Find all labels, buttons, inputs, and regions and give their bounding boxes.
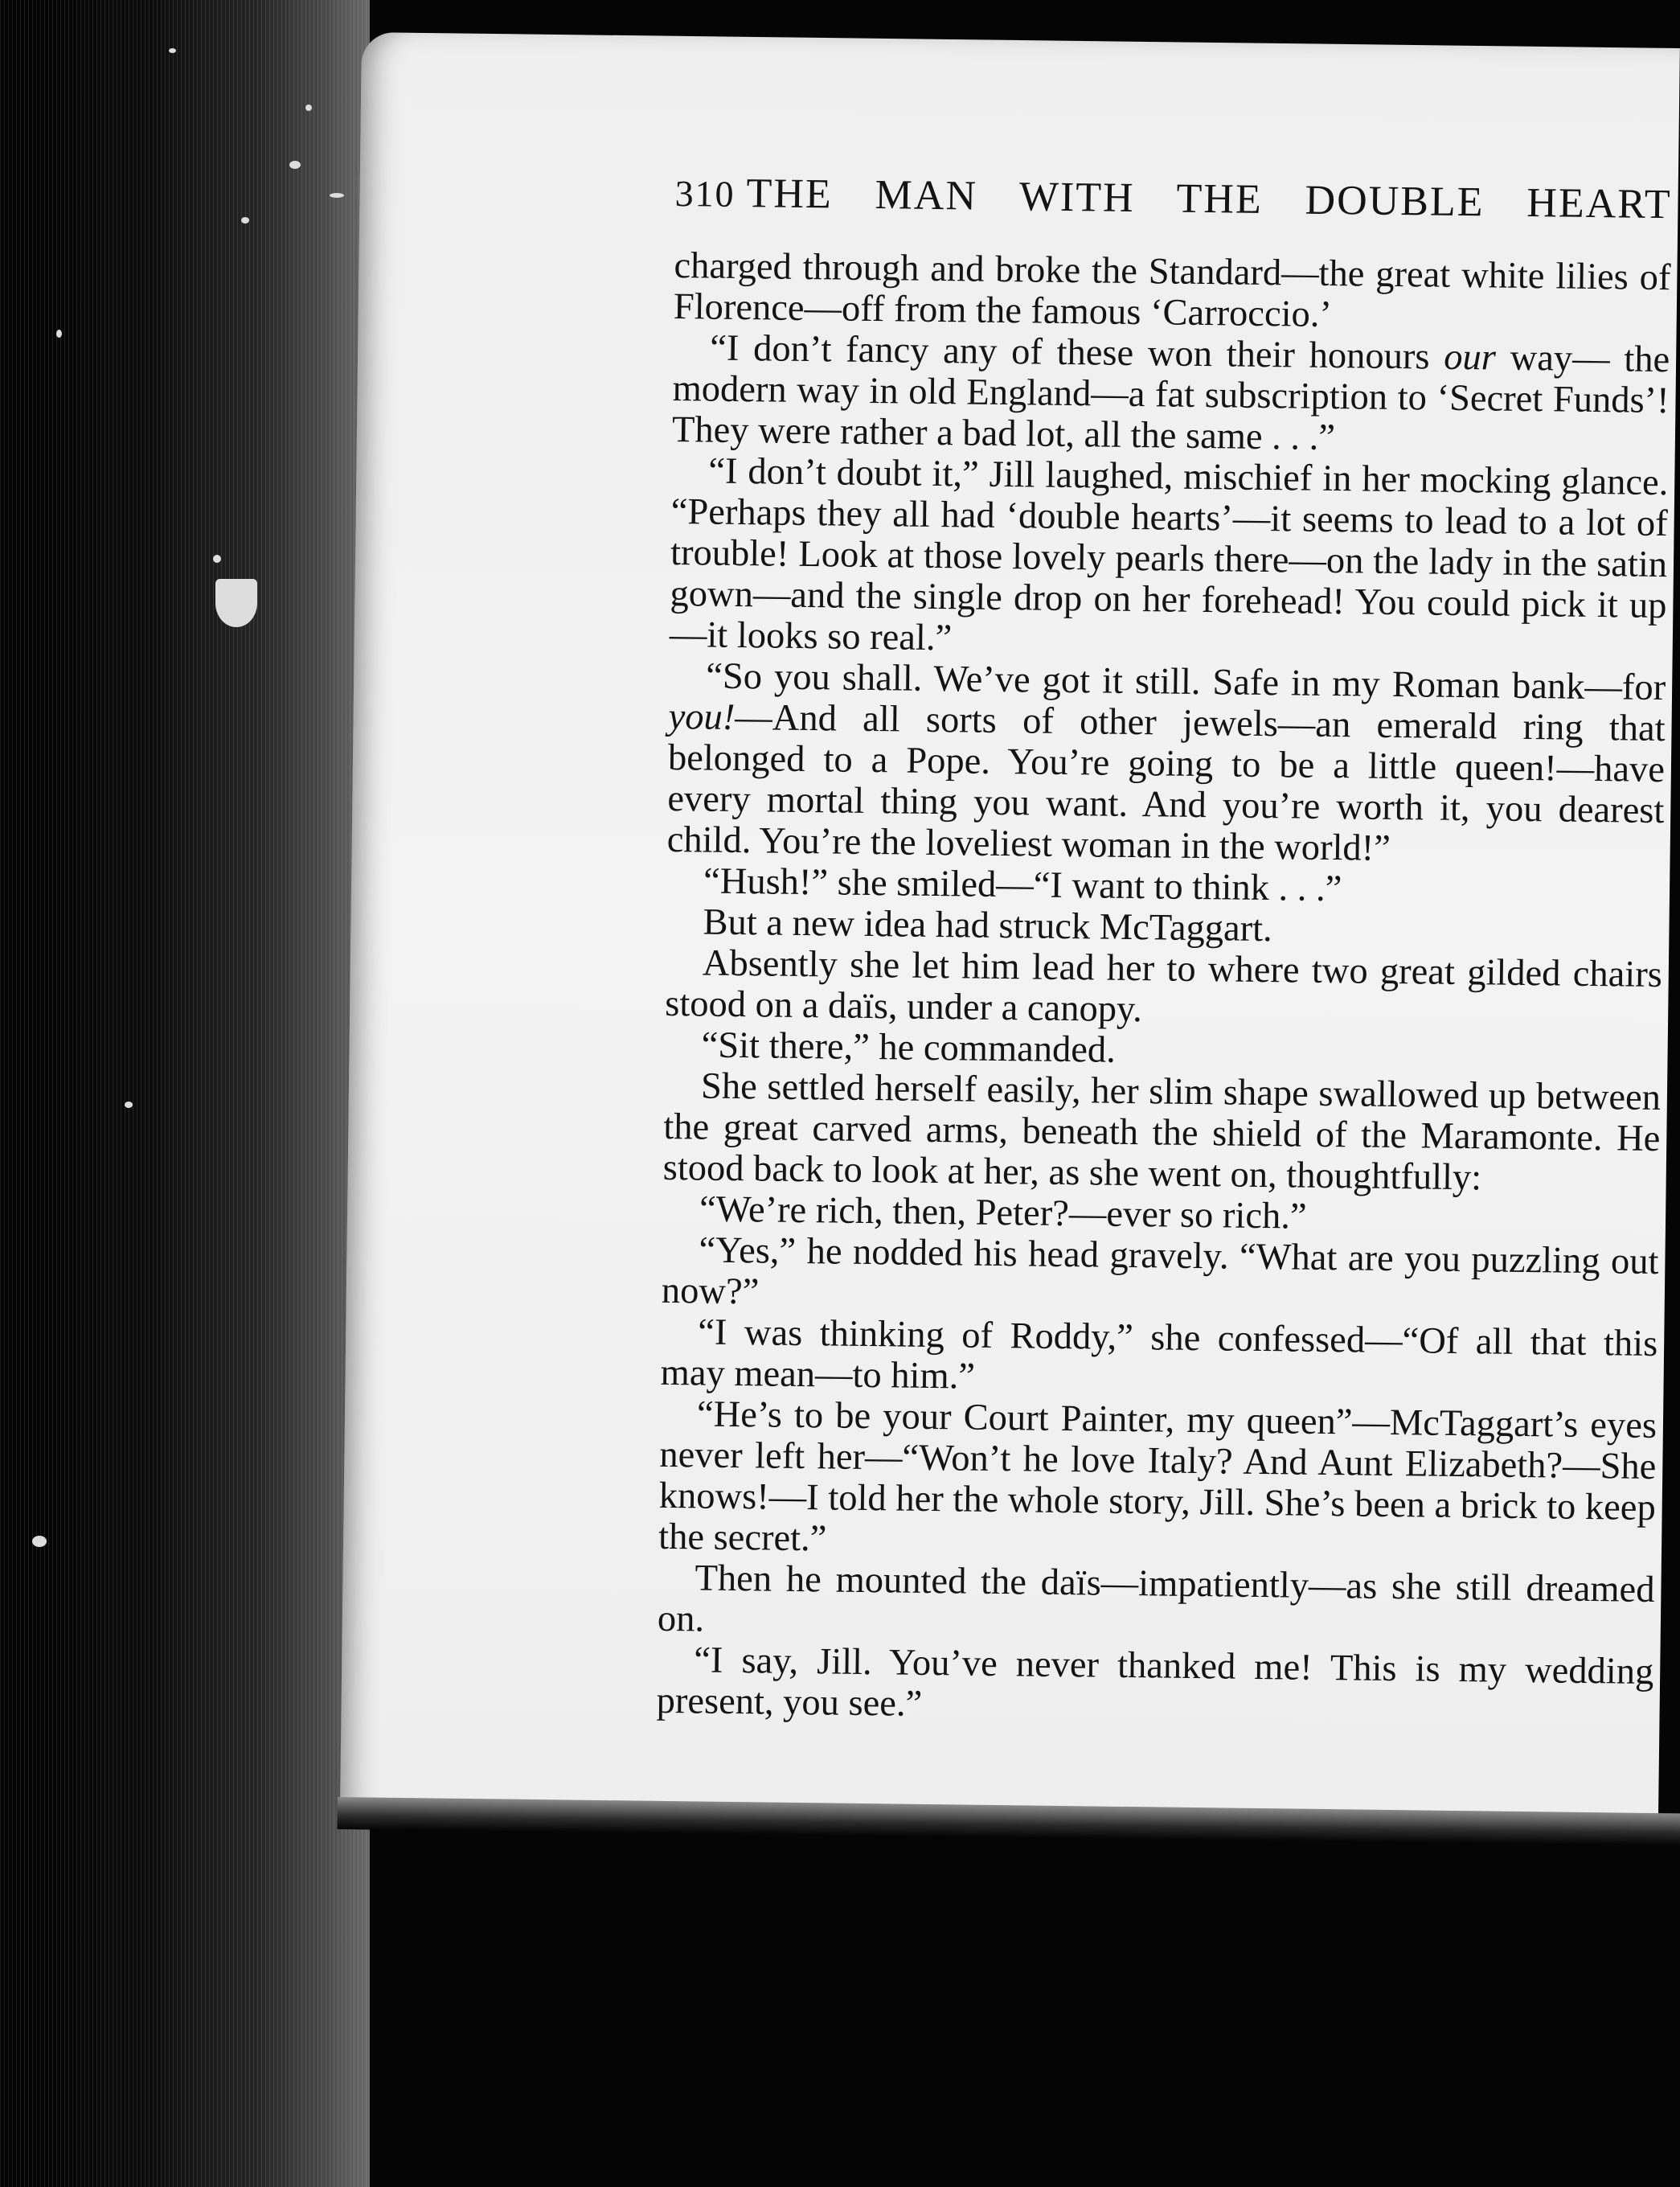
paragraph: “Yes,” he nodded his head gravely. “What are you puzzling out now?”: [661, 1229, 1659, 1313]
paragraph: “Hush!” she smiled—“I want to think . . .”: [703, 860, 1342, 910]
dust-speck: [169, 48, 176, 53]
paragraph: “So you shall. We’ve got it still. Safe in my Roman bank—for you!—And all sorts of other jewels—an emerald ring that belonged to a Pope. You’re going to be a little queen!—have every mortal thing you want. And you’re worth it, you dearest child. You’re the loveliest woman in the world!”: [666, 655, 1666, 869]
paragraph: charged through and broke the Standard—the great white lilies of Florence—off from the famous ‘Carroccio.’: [673, 244, 1671, 335]
dust-speck: [56, 330, 62, 338]
dust-speck: [241, 217, 249, 224]
paragraph: She settled herself easily, her slim shape swallowed up between the great carved arms, beneath the shield of the Maramonte. He stood back to look at her, as she went on, thoughtfully:: [662, 1065, 1662, 1199]
paragraph: “I don’t doubt it,” Jill laughed, mischief in her mocking glance. “Perhaps they all had ‘double hearts’—it seems to lead to a lot of trouble! Look at those lovely pearls there—on the lady in the satin gown—and the single drop on her forehead! You could pick it up—it looks so real.”: [669, 450, 1669, 659]
dust-speck: [213, 555, 221, 563]
dust-speck: [125, 1102, 133, 1108]
paragraph: “I say, Jill. You’ve never thanked me! This is my wedding present, you see.”: [656, 1639, 1654, 1725]
page-edges-stack: [0, 0, 370, 2187]
paragraph: “Sit there,” he commanded.: [701, 1024, 1117, 1071]
dust-speck: [32, 1536, 47, 1547]
dust-speck: [305, 105, 312, 111]
paragraph: “I don’t fancy any of these won their honours our way— the modern way in old England—a fat subscription to ‘Secret Funds’! They were rather a bad lot, all the same . . .”: [671, 327, 1670, 459]
dust-speck: [289, 161, 301, 169]
paragraph: Absently she let him lead her to where two great gilded chairs stood on a daïs, under a canopy.: [665, 942, 1663, 1031]
dust-speck: [215, 579, 257, 627]
dust-speck: [330, 193, 344, 198]
paragraph: Then he mounted the daïs—impatiently—as she still dreamed on.: [657, 1557, 1655, 1640]
page-number: 310: [674, 172, 736, 215]
paragraph: But a new idea had struck McTaggart.: [703, 901, 1273, 950]
paragraph: “We’re rich, then, Peter?—ever so rich.”: [699, 1188, 1307, 1237]
running-title: THE MAN WITH THE DOUBLE HEART: [746, 170, 1672, 228]
body-text: [656, 245, 1670, 1734]
page-text-block: [656, 169, 1671, 1734]
paragraph: “I was thinking of Roddy,” she confessed—“Of all that this may mean—to him.”: [660, 1311, 1658, 1397]
paragraph: “He’s to be your Court Painter, my queen”—McTaggart’s eyes never left her—“Won’t he love Italy? And Aunt Elizabeth?—She knows!—I told her the whole story, Jill. She’s been a brick to keep the secret.”: [658, 1393, 1657, 1560]
